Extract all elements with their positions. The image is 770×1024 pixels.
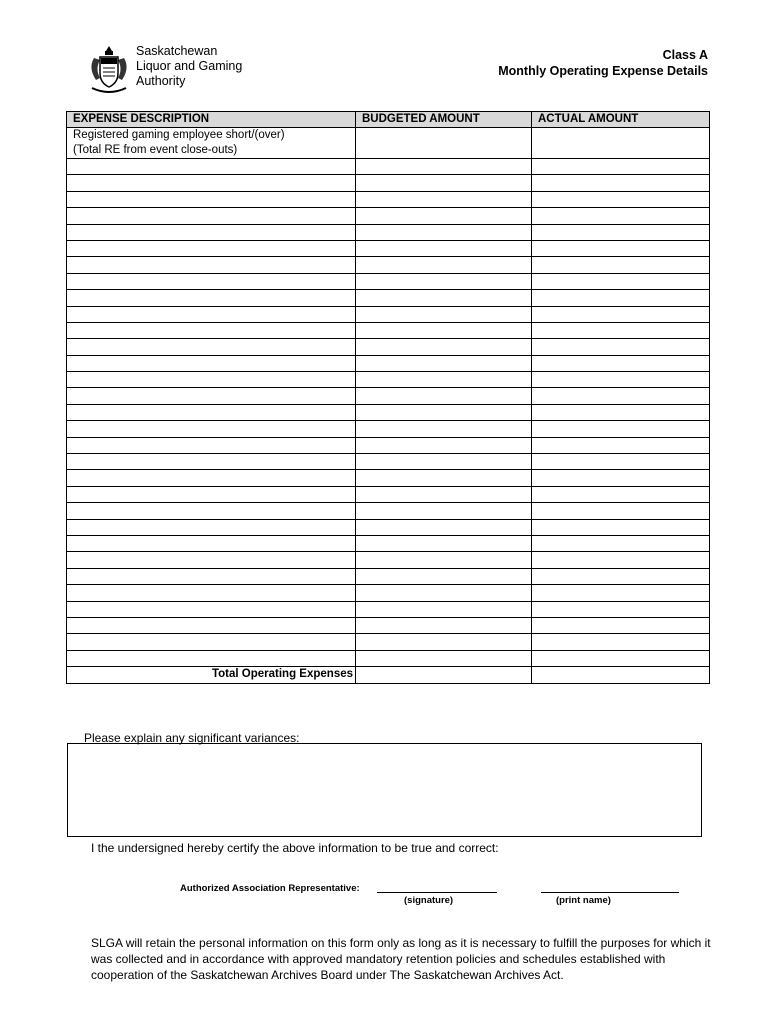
budgeted-amount-cell[interactable] (356, 404, 532, 420)
actual-amount-cell[interactable] (532, 617, 710, 633)
actual-amount-cell[interactable] (532, 339, 710, 355)
actual-amount-cell[interactable] (532, 355, 710, 371)
first-row-line-1: Registered gaming employee short/(over) (73, 129, 285, 141)
table-row (67, 290, 710, 306)
expense-description-cell[interactable] (67, 372, 356, 388)
actual-amount-cell[interactable] (532, 568, 710, 584)
table-row (67, 128, 710, 159)
form-title (498, 47, 708, 79)
expense-description-cell[interactable] (67, 486, 356, 502)
authorized-rep-label: Authorized Association Representative: (180, 883, 360, 894)
print-name-line[interactable] (541, 883, 679, 893)
table-row (67, 650, 710, 666)
expense-description-cell[interactable] (67, 437, 356, 453)
actual-amount-cell[interactable] (532, 552, 710, 568)
table-header-row (67, 112, 710, 128)
table-row (67, 355, 710, 371)
table-row (67, 175, 710, 191)
expense-description-cell[interactable] (67, 503, 356, 519)
table-row (67, 634, 710, 650)
table-row (67, 568, 710, 584)
actual-amount-cell[interactable] (532, 388, 710, 404)
table-row (67, 388, 710, 404)
table-row (67, 240, 710, 256)
table-row (67, 306, 710, 322)
table-row (67, 585, 710, 601)
budgeted-amount-cell[interactable] (356, 159, 532, 175)
expense-description-cell[interactable] (67, 290, 356, 306)
table-row (67, 372, 710, 388)
org-line-2: Liquor and Gaming (136, 59, 243, 73)
expense-description-cell[interactable] (67, 601, 356, 617)
privacy-notice: SLGA will retain the personal information on this form only as long as it is necessary to fulfill the purposes for which it was collected and in accordance with approved mandatory retention policies and schedules established with cooperation of the Saskatchewan Archives Board under The Saskatchewan Archives Act. (91, 936, 711, 982)
budgeted-amount-cell[interactable] (356, 208, 532, 224)
actual-amount-cell[interactable] (532, 454, 710, 470)
budgeted-amount-cell[interactable] (356, 535, 532, 551)
budgeted-amount-cell[interactable] (356, 470, 532, 486)
total-operating-expenses-label: Total Operating Expenses (67, 667, 356, 683)
org-line-3: Authority (136, 74, 186, 88)
expense-description-cell[interactable] (67, 568, 356, 584)
header-budgeted-amount: BUDGETED AMOUNT (356, 112, 532, 128)
expense-description-cell[interactable] (67, 306, 356, 322)
budgeted-amount-cell[interactable] (356, 437, 532, 453)
actual-amount-cell[interactable] (532, 585, 710, 601)
explain-label: Please explain any significant variances: (84, 731, 300, 745)
actual-amount-cell[interactable] (532, 159, 710, 175)
budgeted-amount-cell[interactable] (356, 454, 532, 470)
total-budgeted-cell[interactable] (356, 667, 532, 683)
expense-description-cell[interactable] (67, 421, 356, 437)
expense-description-cell[interactable] (67, 650, 356, 666)
actual-amount-cell[interactable] (532, 128, 710, 159)
actual-amount-cell[interactable] (532, 437, 710, 453)
table-row (67, 617, 710, 633)
actual-amount-cell[interactable] (532, 421, 710, 437)
actual-amount-cell[interactable] (532, 240, 710, 256)
budgeted-amount-cell[interactable] (356, 240, 532, 256)
first-row-line-2: (Total RE from event close-outs) (73, 144, 238, 156)
table-row (67, 470, 710, 486)
actual-amount-cell[interactable] (532, 519, 710, 535)
organization-name (136, 44, 242, 89)
org-line-1: Saskatchewan (136, 44, 218, 58)
budgeted-amount-cell[interactable] (356, 552, 532, 568)
expense-description-cell[interactable] (67, 159, 356, 175)
expense-description-cell[interactable] (67, 519, 356, 535)
signature-line[interactable] (377, 883, 497, 893)
budgeted-amount-cell[interactable] (356, 224, 532, 240)
budgeted-amount-cell[interactable] (356, 585, 532, 601)
table-row (67, 257, 710, 273)
budgeted-amount-cell[interactable] (356, 128, 532, 159)
expense-description-cell[interactable] (67, 175, 356, 191)
table-row (67, 519, 710, 535)
actual-amount-cell[interactable] (532, 306, 710, 322)
budgeted-amount-cell[interactable] (356, 486, 532, 502)
budgeted-amount-cell[interactable] (356, 568, 532, 584)
expense-description-cell[interactable] (67, 208, 356, 224)
table-row (67, 454, 710, 470)
table-row (67, 208, 710, 224)
budgeted-amount-cell[interactable] (356, 273, 532, 289)
actual-amount-cell[interactable] (532, 290, 710, 306)
budgeted-amount-cell[interactable] (356, 322, 532, 338)
actual-amount-cell[interactable] (532, 191, 710, 207)
variance-explanation-box[interactable] (67, 743, 702, 837)
table-row (67, 159, 710, 175)
budgeted-amount-cell[interactable] (356, 503, 532, 519)
budgeted-amount-cell[interactable] (356, 339, 532, 355)
expense-description-cell[interactable] (67, 535, 356, 551)
table-row (67, 601, 710, 617)
expense-table (66, 111, 710, 684)
budgeted-amount-cell[interactable] (356, 519, 532, 535)
expense-description-cell[interactable] (67, 257, 356, 273)
total-row (67, 667, 710, 683)
actual-amount-cell[interactable] (532, 224, 710, 240)
print-name-label: (print name) (556, 895, 611, 906)
certification-text: I the undersigned hereby certify the above information to be true and correct: (91, 841, 499, 855)
budgeted-amount-cell[interactable] (356, 306, 532, 322)
actual-amount-cell[interactable] (532, 601, 710, 617)
actual-amount-cell[interactable] (532, 486, 710, 502)
table-row (67, 404, 710, 420)
expense-description-cell[interactable] (67, 617, 356, 633)
budgeted-amount-cell[interactable] (356, 191, 532, 207)
actual-amount-cell[interactable] (532, 470, 710, 486)
expense-description-cell[interactable] (67, 454, 356, 470)
expense-description-cell[interactable] (67, 470, 356, 486)
expense-description-cell[interactable] (67, 404, 356, 420)
expense-description-cell[interactable] (67, 552, 356, 568)
actual-amount-cell[interactable] (532, 257, 710, 273)
budgeted-amount-cell[interactable] (356, 388, 532, 404)
signature-label: (signature) (404, 895, 454, 906)
expense-description-cell[interactable] (67, 191, 356, 207)
expense-description-cell[interactable] (67, 339, 356, 355)
table-row (67, 273, 710, 289)
budgeted-amount-cell[interactable] (356, 650, 532, 666)
budgeted-amount-cell[interactable] (356, 634, 532, 650)
table-row (67, 191, 710, 207)
expense-description-cell[interactable] (67, 388, 356, 404)
form-name: Monthly Operating Expense Details (498, 64, 708, 78)
budgeted-amount-cell[interactable] (356, 617, 532, 633)
expense-description-cell[interactable] (67, 273, 356, 289)
actual-amount-cell[interactable] (532, 208, 710, 224)
expense-description-cell[interactable] (67, 634, 356, 650)
header-expense-description: EXPENSE DESCRIPTION (67, 112, 356, 128)
actual-amount-cell[interactable] (532, 372, 710, 388)
table-row (67, 322, 710, 338)
actual-amount-cell[interactable] (532, 650, 710, 666)
actual-amount-cell[interactable] (532, 404, 710, 420)
table-row (67, 224, 710, 240)
budgeted-amount-cell[interactable] (356, 355, 532, 371)
table-row (67, 552, 710, 568)
budgeted-amount-cell[interactable] (356, 290, 532, 306)
table-row (67, 486, 710, 502)
actual-amount-cell[interactable] (532, 634, 710, 650)
table-row (67, 503, 710, 519)
budgeted-amount-cell[interactable] (356, 601, 532, 617)
coat-of-arms-icon (86, 44, 132, 96)
form-class: Class A (662, 48, 708, 62)
actual-amount-cell[interactable] (532, 535, 710, 551)
expense-description-cell[interactable] (67, 355, 356, 371)
actual-amount-cell[interactable] (532, 175, 710, 191)
budgeted-amount-cell[interactable] (356, 372, 532, 388)
actual-amount-cell[interactable] (532, 322, 710, 338)
budgeted-amount-cell[interactable] (356, 175, 532, 191)
table-row (67, 339, 710, 355)
expense-description-cell[interactable] (67, 585, 356, 601)
expense-description-cell[interactable] (67, 322, 356, 338)
actual-amount-cell[interactable] (532, 273, 710, 289)
total-actual-cell[interactable] (532, 667, 710, 683)
actual-amount-cell[interactable] (532, 503, 710, 519)
expense-description-cell[interactable] (67, 128, 356, 159)
table-row (67, 437, 710, 453)
table-row (67, 535, 710, 551)
budgeted-amount-cell[interactable] (356, 421, 532, 437)
table-row (67, 421, 710, 437)
expense-description-cell[interactable] (67, 224, 356, 240)
header-actual-amount: ACTUAL AMOUNT (532, 112, 710, 128)
budgeted-amount-cell[interactable] (356, 257, 532, 273)
expense-description-cell[interactable] (67, 240, 356, 256)
